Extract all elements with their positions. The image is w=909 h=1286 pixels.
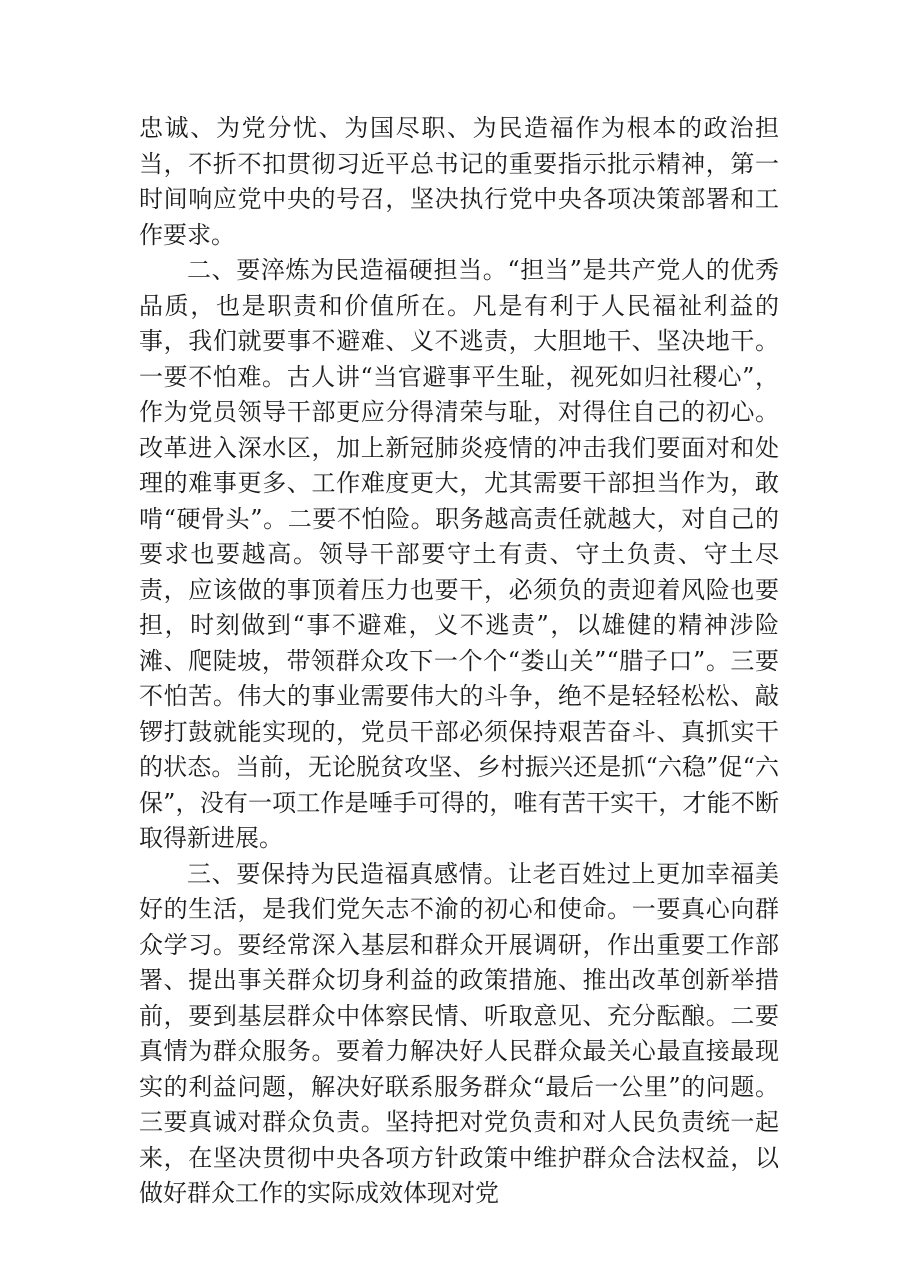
body-text bbox=[139, 111, 779, 1212]
paragraph-section-three: 三、要保持为民造福真感情。让老百姓过上更加幸福美好的生活，是我们党矢志不渝的初心和使命。一要真心向群众学习。要经常深入基层和群众开展调研，作出重要工作部署、提出事关群众切身利益的政策措施、推出改革创新举措前，要到基层群众中体察民情、听取意见、充分酝酿。二要真情为群众服务。要着力解决好人民群众最关心最直接最现实的利益问题，解决好联系服务群众“最后一公里”的问题。三要真诚对群众负责。坚持把对党负责和对人民负责统一起来，在坚决贯彻中央各项方针政策中维护群众合法权益，以做好群众工作的实际成效体现对党 bbox=[139, 859, 779, 1207]
paragraph-section-two: 二、要淬炼为民造福硬担当。“担当”是共产党人的优秀品质，也是职责和价值所在。凡是有利于人民福祉利益的事，我们就要事不避难、义不逃责，大胆地干、坚决地干。一要不怕难。古人讲“当官避事平生耻，视死如归社稷心”，作为党员领导干部更应分得清荣与耻，对得住自己的初心。改革进入深水区，加上新冠肺炎疫情的冲击我们要面对和处理的难事更多、工作难度更大，尤其需要干部担当作为，敢啃“硬骨头”。二要不怕险。职务越高责任就越大，对自己的要求也要越高。领导干部要守土有责、守土负责、守土尽责，应该做的事顶着压力也要干，必须负的责迎着风险也要担，时刻做到“事不避难，义不逃责”，以雄健的精神涉险滩、爬陡坡，带领群众攻下一个个“娄山关”“腊子口”。三要不怕苦。伟大的事业需要伟大的斗争，绝不是轻轻松松、敲锣打鼓就能实现的，党员干部必须保持艰苦奋斗、真抓实干的状态。当前，无论脱贫攻坚、乡村振兴还是抓“六稳”促“六保”，没有一项工作是唾手可得的，唯有苦干实干，才能不断取得新进展。 bbox=[139, 256, 779, 852]
paragraph-continuation: 忠诚、为党分忧、为国尽职、为民造福作为根本的政治担当，不折不扣贯彻习近平总书记的重要指示批示精神，第一时间响应党中央的号召，坚决执行党中央各项决策部署和工作要求。 bbox=[139, 114, 779, 249]
